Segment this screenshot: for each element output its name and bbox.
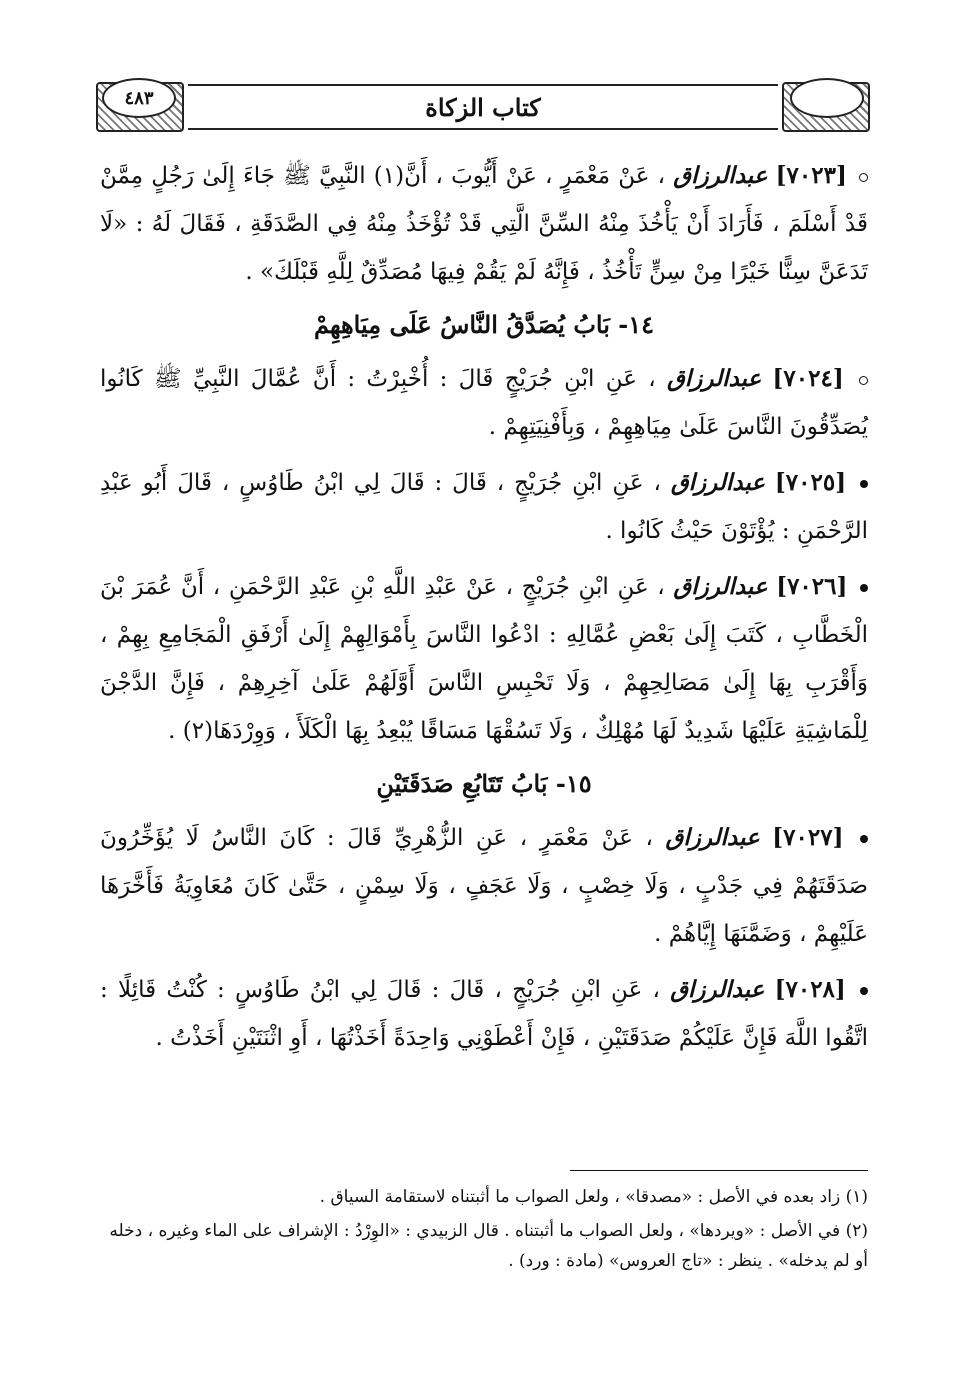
hadith-7025 xyxy=(100,459,868,555)
footnote-divider xyxy=(570,1170,868,1171)
hadith-text: ، عَنِ ابْنِ جُرَيْجٍ ، عَنْ عَبْدِ اللَّهِ بْنِ عَبْدِ الرَّحْمَنِ ، أَنَّ عُمَرَ بْنَ الْخَطَّابِ ، كَتَبَ إِلَىٰ بَعْضِ عُمَّالِهِ : ادْعُوا النَّاسَ بِأَمْوَالِهِمْ إِلَىٰ أَرْفَقِ الْمَجَامِعِ بِهِمْ ، وَأَقْرَبِ بِهَا إِلَىٰ مَصَالِحِهِمْ ، وَلَا تَحْبِسِ النَّاسَ أَوَّلَهُمْ عَلَىٰ آخِرِهِمْ ، فَإِنَّ الدَّجْنَ لِلْمَاشِيَةِ عَلَيْهَا شَدِيدٌ لَهَا مُهْلِكٌ ، وَلَا تَسُقْهَا مَسَاقًا يُبْعِدُ بِهَا الْكَلَأَ ، وَوِرْدَهَا(٢) . xyxy=(100,574,868,744)
bullet-marker-icon xyxy=(860,835,868,843)
hadith-text: ، عَنِ ابْنِ جُرَيْجٍ قَالَ : أُخْبِرْتُ : أَنَّ عُمَّالَ النَّبِيِّ ﷺ كَانُوا يُصَدِّقُونَ النَّاسَ عَلَىٰ مِيَاهِهِمْ ، وَبِأَفْنِيَتِهِمْ . xyxy=(100,366,868,440)
hadith-7026 xyxy=(100,563,868,755)
hadith-number: [٧٠٢٤] xyxy=(772,365,844,392)
footnote-1: (١) زاد بعده في الأصل : «مصدقا» ، ولعل الصواب ما أثبتناه لاستقامة السياق . xyxy=(319,1187,868,1207)
bullet-marker-icon xyxy=(860,480,868,488)
hadith-text: ، عَنِ ابْنِ جُرَيْجٍ ، قَالَ : قَالَ لِي ابْنُ طَاوُسٍ : كُنْتُ قَائِلًا : اتَّقُوا اللَّهَ فَإِنَّ عَلَيْكُمْ صَدَقَتَيْنِ ، فَإِنْ أَعْطَوْنِي وَاحِدَةً أَخَذْتُهَا ، أَوِ اثْنَتَيْنِ أَخَذْتُ . xyxy=(100,977,868,1051)
footnotes xyxy=(100,1182,868,1280)
hadith-7027 xyxy=(100,814,868,958)
bullet-marker-icon xyxy=(860,987,868,995)
narrator-lead: عبدالرزاق xyxy=(673,162,768,189)
book-seal-logo xyxy=(790,78,864,118)
hadith-number: [٧٠٢٣] xyxy=(775,162,847,189)
narrator-lead: عبدالرزاق xyxy=(670,469,765,496)
hadith-number: [٧٠٢٨] xyxy=(774,976,846,1003)
chapter-heading-15: ١٥- بَابُ تَتَابُعِ صَدَقَتَيْنِ xyxy=(376,769,592,798)
narrator-lead: عبدالرزاق xyxy=(667,365,762,392)
ring-marker-icon xyxy=(859,173,868,182)
hadith-text: ، عَنْ مَعْمَرٍ ، عَنِ الزُّهْرِيِّ قَالَ : كَانَ النَّاسُ لَا يُؤَخِّرُونَ صَدَقَتَهُمْ فِي جَدْبٍ ، وَلَا خِصْبٍ ، وَلَا عَجَفٍ ، وَلَا سِمْنٍ ، حَتَّىٰ كَانَ مُعَاوِيَةُ فَأَخَّرَهَا عَلَيْهِمْ ، وَضَمَّنَهَا إِيَّاهُمْ . xyxy=(100,825,868,947)
narrator-lead: عبدالرزاق xyxy=(673,573,768,600)
hadith-number: [٧٠٢٧] xyxy=(772,824,844,851)
hadith-7023 xyxy=(100,152,868,296)
chapter-heading-14: ١٤- بَابُ يُصَدَّقُ النَّاسُ عَلَى مِيَاهِهِمْ xyxy=(313,310,655,339)
book-title: كتاب الزكاة xyxy=(188,84,778,130)
narrator-lead: عبدالرزاق xyxy=(665,824,760,851)
narrator-lead: عبدالرزاق xyxy=(670,976,765,1003)
page-header xyxy=(96,70,870,140)
page-body xyxy=(100,152,868,1070)
ring-marker-icon xyxy=(859,376,868,385)
hadith-text: ، عَنِ ابْنِ جُرَيْجٍ ، قَالَ : قَالَ لِي ابْنُ طَاوُسٍ ، قَالَ أَبُو عَبْدِ الرَّحْمَنِ : يُؤْتَوْنَ حَيْثُ كَانُوا . xyxy=(100,470,868,544)
hadith-7028 xyxy=(100,966,868,1062)
bullet-marker-icon xyxy=(860,584,868,592)
hadith-number: [٧٠٢٥] xyxy=(774,469,847,496)
hadith-text: ، عَنْ مَعْمَرٍ ، عَنْ أَيُّوبَ ، أَنَّ(١) النَّبِيَّ ﷺ جَاءَ إِلَىٰ رَجُلٍ مِمَّنْ قَدْ أَسْلَمَ ، فَأَرَادَ أَنْ يَأْخُذَ مِنْهُ السِّنَّ الَّتِي قَدْ تُؤْخَذُ مِنْهُ فِي الصَّدَقَةِ ، فَقَالَ لَهُ : «لَا تَدَعَنَّ سِنًّا خَيْرًا مِنْ سِنٍّ تَأْخُذُ ، فَإِنَّهُ لَمْ يَقُمْ فِيهَا مُصَدِّقٌ لِلَّهِ قَبْلَكَ» . xyxy=(100,163,868,285)
page-number: ٤٨٣ xyxy=(102,78,176,118)
hadith-number: [٧٠٢٦] xyxy=(776,573,848,600)
hadith-7024 xyxy=(100,355,868,451)
footnote-2: (٢) في الأصل : «ويردها» ، ولعل الصواب ما أثبتناه . قال الزبيدي : «الوِرْدُ : الإشراف على الماء وغيره ، دخله أو لم يدخله» . ينظر : «تاج العروس» (مادة : ورد) . xyxy=(109,1221,868,1271)
